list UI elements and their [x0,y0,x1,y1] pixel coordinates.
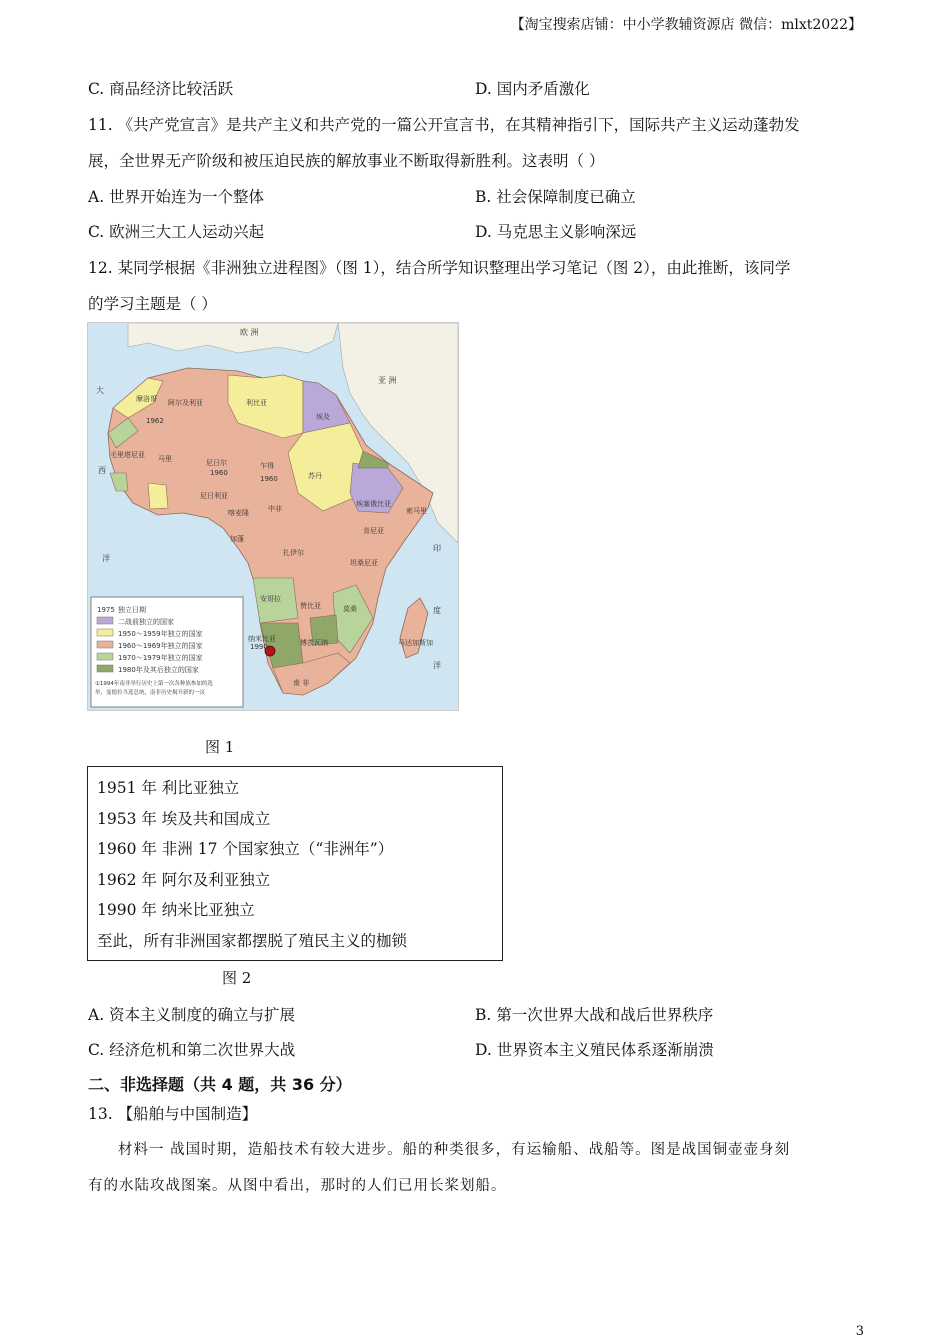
label-niger: 尼日尔 [206,459,227,467]
guinea-bissau-region [110,473,128,491]
legend-swatch-4 [97,653,113,660]
label-egypt: 埃及 [316,413,330,421]
legend-swatch-5 [97,665,113,672]
notes-line-3: 1960 年 非洲 17 个国家独立（“非洲年”） [97,840,394,858]
label-asia: 亚 洲 [378,376,397,385]
q12-option-c: C. 经济危机和第二次世界大战 [88,1041,296,1059]
label-year-1960a: 1960 [210,469,228,477]
label-indian-3: 洋 [433,661,441,670]
section2-title: 二、非选择题（共 4 题，共 36 分） [88,1075,352,1094]
legend-swatch-2 [97,629,113,636]
notes-line-1: 1951 年 利比亚独立 [97,779,240,797]
africa-independence-map [87,322,459,711]
legend-item-1: 二战前独立的国家 [118,618,174,626]
legend-swatch-1 [97,617,113,624]
label-chad: 乍得 [260,462,274,470]
label-zaire: 扎伊尔 [283,549,304,557]
label-year-1960b: 1960 [260,475,278,483]
page-number: 3 [855,1324,864,1339]
label-atlantic-2: 西 [98,466,106,475]
notes-line-6: 至此，所有非洲国家都摆脱了殖民主义的枷锁 [97,931,408,950]
label-gabon: 加蓬 [230,535,244,543]
label-indian-2: 度 [433,606,441,615]
legend-date-sample: 1975 [97,606,115,614]
q12-stem-line1: 12. 某同学根据《非洲独立进程图》（图 1），结合所学知识整理出学习笔记（图 2），由此推断，该同学 [88,259,791,277]
label-zambia: 赞比亚 [300,602,321,610]
q13-material-line1: 材料一 战国时期，造船技术有较大进步。船的种类很多，有运输船、战船等。图是战国铜壶壶身刻 [118,1142,791,1158]
study-notes-box [87,766,503,961]
q12-option-b: B. 第一次世界大战和战后世界秩序 [475,1006,714,1024]
label-libya: 利比亚 [246,399,267,407]
q10-option-c: C. 商品经济比较活跃 [88,80,234,98]
legend-note-2: 举，曼德拉当选总统，南非历史揭开新的一页 [95,690,206,696]
label-europe: 欧 洲 [240,328,259,337]
q11-stem-line2: 展，全世界无产阶级和被压迫民族的解放事业不断取得新胜利。这表明（ ） [88,152,605,170]
q11-option-d: D. 马克思主义影响深远 [475,223,637,241]
label-ethiopia: 埃塞俄比亚 [356,500,391,508]
label-namibia: 纳米比亚 [248,635,276,643]
q10-option-d: D. 国内矛盾激化 [475,80,590,98]
legend-item-2: 1950～1959年独立的国家 [118,630,203,638]
q12-option-a: A. 资本主义制度的确立与扩展 [88,1006,296,1024]
q12-option-d: D. 世界资本主义殖民体系逐渐崩溃 [475,1041,714,1059]
africa-map-svg [88,323,458,710]
q12-stem-line2: 的学习主题是（ ） [88,295,217,313]
label-somalia: 索马里 [406,507,427,515]
legend-date-label: 独立日期 [118,606,146,614]
legend-item-4: 1970～1979年独立的国家 [118,654,203,662]
label-nigeria: 尼日利亚 [200,492,228,500]
figure2-caption: 图 2 [222,969,252,987]
label-morocco: 摩洛哥 [136,395,157,403]
label-year-1962: 1962 [146,417,164,425]
figure1-caption: 图 1 [205,738,235,756]
notes-line-5: 1990 年 纳米比亚独立 [97,901,255,919]
q13-material-line2: 有的水陆攻战图案。从图中看出，那时的人们已用长桨划船。 [88,1178,507,1194]
header-note: 【淘宝搜索店铺：中小学教辅资源店 微信：mlxt2022】 [510,17,862,33]
legend-item-5: 1980年及其后独立的国家 [118,666,199,674]
madagascar-region [400,598,428,658]
label-atlantic-3: 洋 [102,554,110,563]
label-south-africa: 南 非 [293,679,310,687]
label-indian-1: 印 [433,544,441,553]
ghana-region [148,483,168,509]
europe-land [128,323,338,353]
label-cameroon: 喀麦隆 [228,509,249,517]
notes-line-2: 1953 年 埃及共和国成立 [97,809,271,828]
q11-option-a: A. 世界开始连为一个整体 [88,188,265,206]
label-algeria: 阿尔及利亚 [168,399,203,407]
legend-swatch-3 [97,641,113,648]
q11-stem-line1: 11. 《共产党宣言》是共产主义和共产党的一篇公开宣言书，在其精神指引下，国际共产主义运动蓬勃发 [88,116,800,134]
label-atlantic-1: 大 [96,386,104,395]
label-tanzania: 坦桑尼亚 [350,559,378,567]
label-angola: 安哥拉 [260,595,281,603]
label-mali: 马里 [158,455,172,463]
q13-title: 13. 【船舶与中国制造】 [88,1105,258,1123]
label-botswana: 博茨瓦纳 [300,639,328,647]
label-kenya: 肯尼亚 [363,527,384,535]
notes-line-4: 1962 年 阿尔及利亚独立 [97,870,271,889]
label-mauritania: 毛里塔尼亚 [110,451,145,459]
label-central-africa: 中非 [268,505,282,513]
label-year-1990: 1990 [250,643,268,651]
q11-option-b: B. 社会保障制度已确立 [475,188,636,206]
legend-note-1: ①1994年南非举行历史上第一次各种族参加的选 [95,681,213,687]
label-mozambique: 莫桑 [343,605,357,613]
label-madagascar: 马达加斯加 [398,639,433,647]
legend-item-3: 1960～1969年独立的国家 [118,642,203,650]
label-sudan: 苏丹 [308,472,322,480]
q11-option-c: C. 欧洲三大工人运动兴起 [88,223,265,241]
